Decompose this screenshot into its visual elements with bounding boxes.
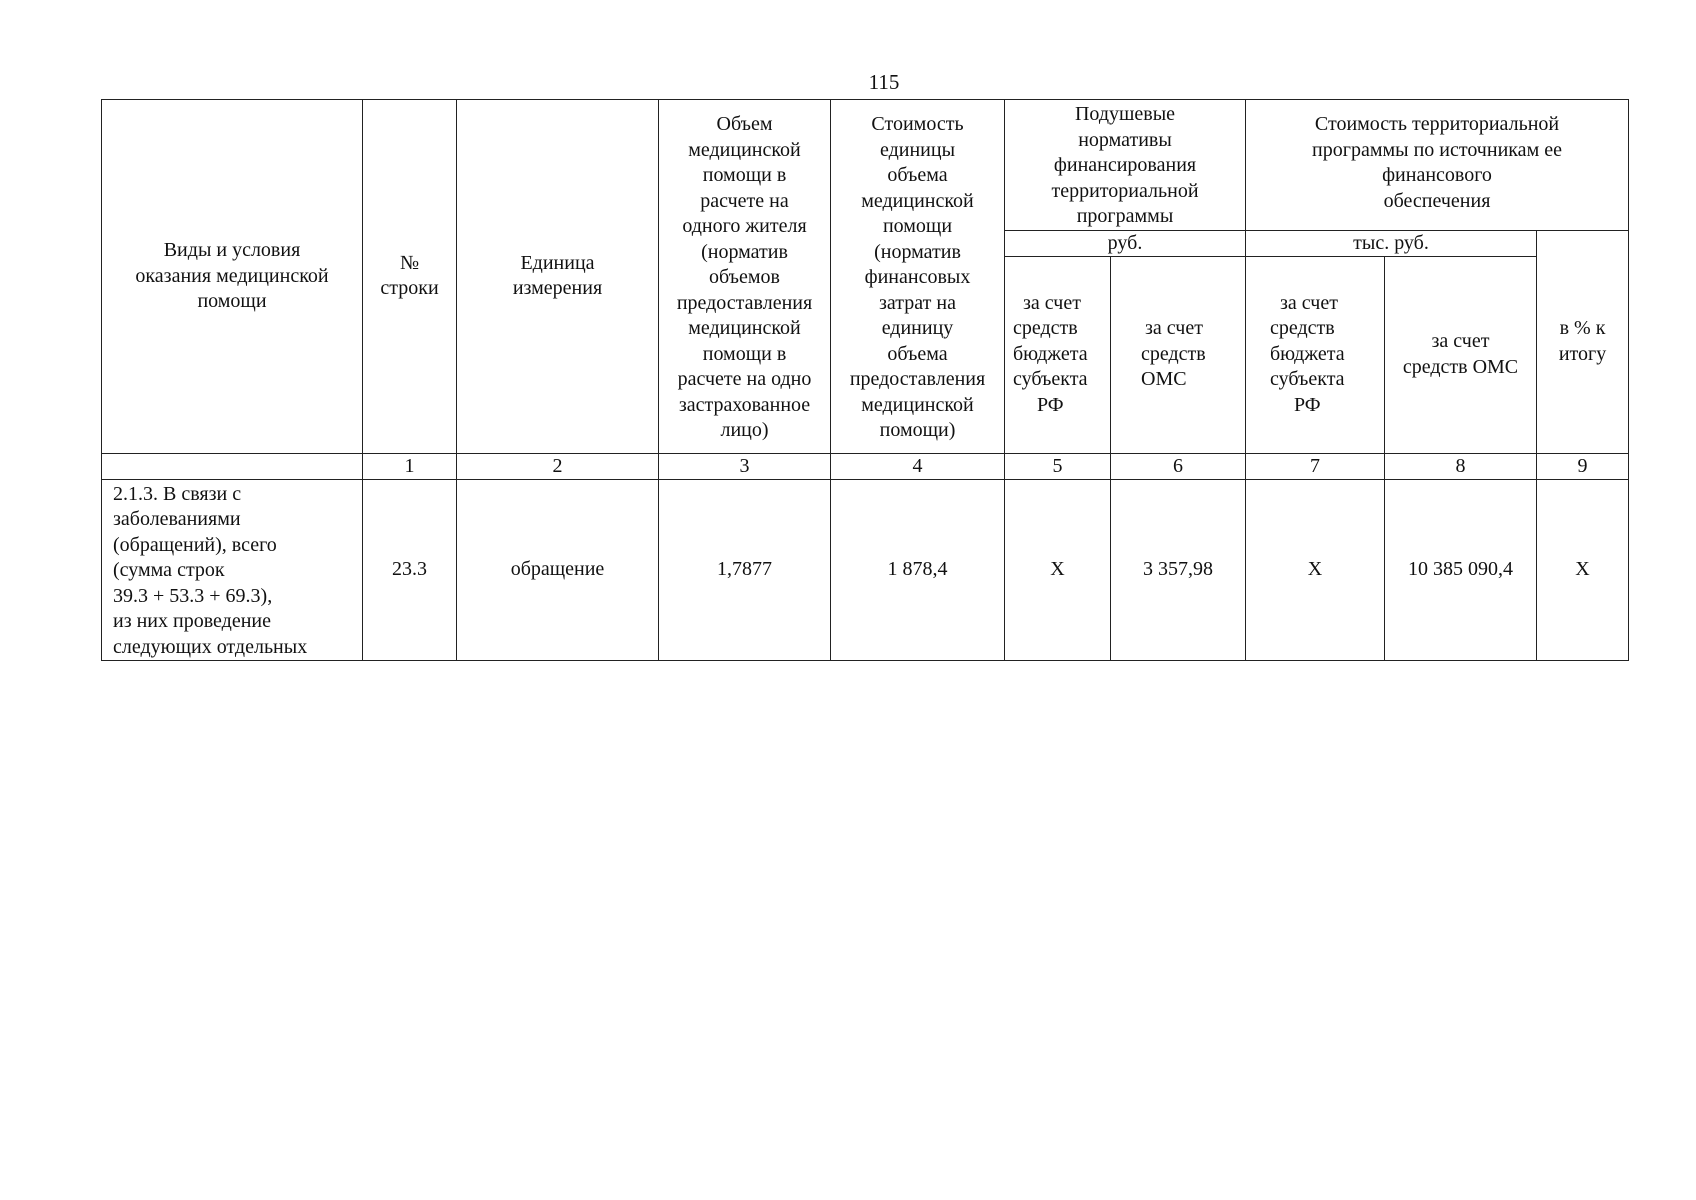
header-budget-thousand-rub: за счет средств бюджета субъекта РФ bbox=[1246, 256, 1385, 453]
page-number: 115 bbox=[868, 70, 900, 94]
column-number: 2 bbox=[457, 453, 659, 479]
column-number: 6 bbox=[1111, 453, 1246, 479]
header-oms-thousand-rub: за счет средств ОМС bbox=[1385, 256, 1537, 453]
cell-row-number: 23.3 bbox=[363, 479, 457, 661]
cell-oms-rub: 3 357,98 bbox=[1111, 479, 1246, 661]
column-number-blank bbox=[102, 453, 363, 479]
header-per-capita-group: Подушевые нормативы финансирования территориальной программы bbox=[1005, 100, 1246, 231]
column-number: 4 bbox=[831, 453, 1005, 479]
column-number: 3 bbox=[659, 453, 831, 479]
column-number: 7 bbox=[1246, 453, 1385, 479]
header-types-of-care: Виды и условия оказания медицинской помощи bbox=[102, 100, 363, 454]
table-row bbox=[102, 479, 1629, 661]
header-unit-rub: руб. bbox=[1005, 230, 1246, 256]
column-number: 5 bbox=[1005, 453, 1111, 479]
column-number: 8 bbox=[1385, 453, 1537, 479]
cell-unit-cost: 1 878,4 bbox=[831, 479, 1005, 661]
column-number: 1 bbox=[363, 453, 457, 479]
column-number: 9 bbox=[1537, 453, 1629, 479]
program-cost-table bbox=[101, 99, 1629, 661]
cell-percent: Х bbox=[1537, 479, 1629, 661]
header-volume: Объем медицинской помощи в расчете на одного жителя (норматив объемов предоставления медицинской помощи в расчете на одно застрахованное лицо) bbox=[659, 100, 831, 454]
header-budget-rub: за счет средств бюджета субъекта РФ bbox=[1005, 256, 1111, 453]
header-unit-thousand-rub: тыс. руб. bbox=[1246, 230, 1537, 256]
cell-budget-thousand-rub: Х bbox=[1246, 479, 1385, 661]
cell-oms-thousand-rub: 10 385 090,4 bbox=[1385, 479, 1537, 661]
header-row-number: № строки bbox=[363, 100, 457, 454]
cell-care-type: 2.1.3. В связи с заболеваниями (обращений), всего (сумма строк 39.3 + 53.3 + 69.3), из них проведение следующих отдельных bbox=[102, 479, 363, 661]
cell-unit: обращение bbox=[457, 479, 659, 661]
header-unit: Единица измерения bbox=[457, 100, 659, 454]
cell-budget-rub: Х bbox=[1005, 479, 1111, 661]
header-unit-cost: Стоимость единицы объема медицинской помощи (норматив финансовых затрат на единицу объема предоставления медицинской помощи) bbox=[831, 100, 1005, 454]
header-oms-rub: за счет средств ОМС bbox=[1111, 256, 1246, 453]
cell-volume: 1,7877 bbox=[659, 479, 831, 661]
header-program-cost-group: Стоимость территориальной программы по источникам ее финансового обеспечения bbox=[1246, 100, 1629, 231]
header-percent: в % к итогу bbox=[1537, 230, 1629, 453]
